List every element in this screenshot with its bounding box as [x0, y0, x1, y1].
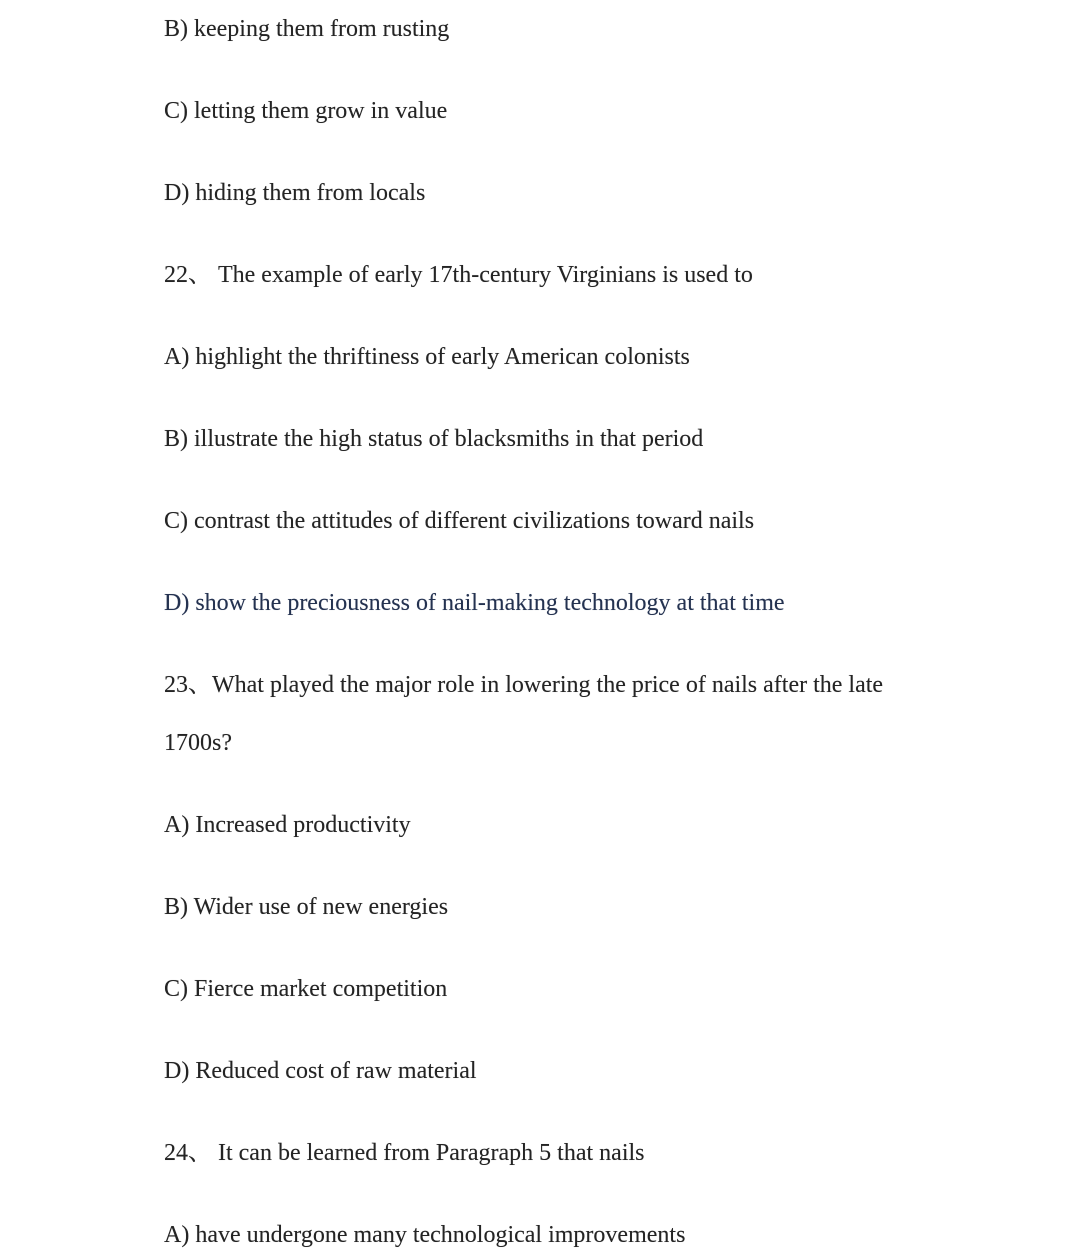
option-line: B) Wider use of new energies [164, 894, 449, 920]
question-continuation-line: 1700s? [164, 730, 232, 756]
option-line: C) Fierce market competition [164, 976, 448, 1002]
option-line: A) Increased productivity [164, 812, 411, 838]
option-line: B) keeping them from rusting [164, 16, 450, 42]
question-line: 22、 The example of early 17th-century Virginians is used to [164, 262, 753, 288]
question-line: 24、 It can be learned from Paragraph 5 that nails [164, 1140, 645, 1166]
option-line: D) hiding them from locals [164, 180, 426, 206]
option-line: A) have undergone many technological improvements [164, 1222, 686, 1248]
text-lines-container [164, 12, 1040, 1252]
question-line: 23、What played the major role in lowering the price of nails after the late [164, 672, 884, 698]
option-line: C) letting them grow in value [164, 98, 448, 124]
option-line: C) contrast the attitudes of different civilizations toward nails [164, 508, 755, 534]
option-line: D) show the preciousness of nail-making technology at that time [164, 590, 785, 616]
option-line: A) highlight the thriftiness of early American colonists [164, 344, 690, 370]
option-line: D) Reduced cost of raw material [164, 1058, 477, 1084]
option-line: B) illustrate the high status of blacksmiths in that period [164, 426, 704, 452]
